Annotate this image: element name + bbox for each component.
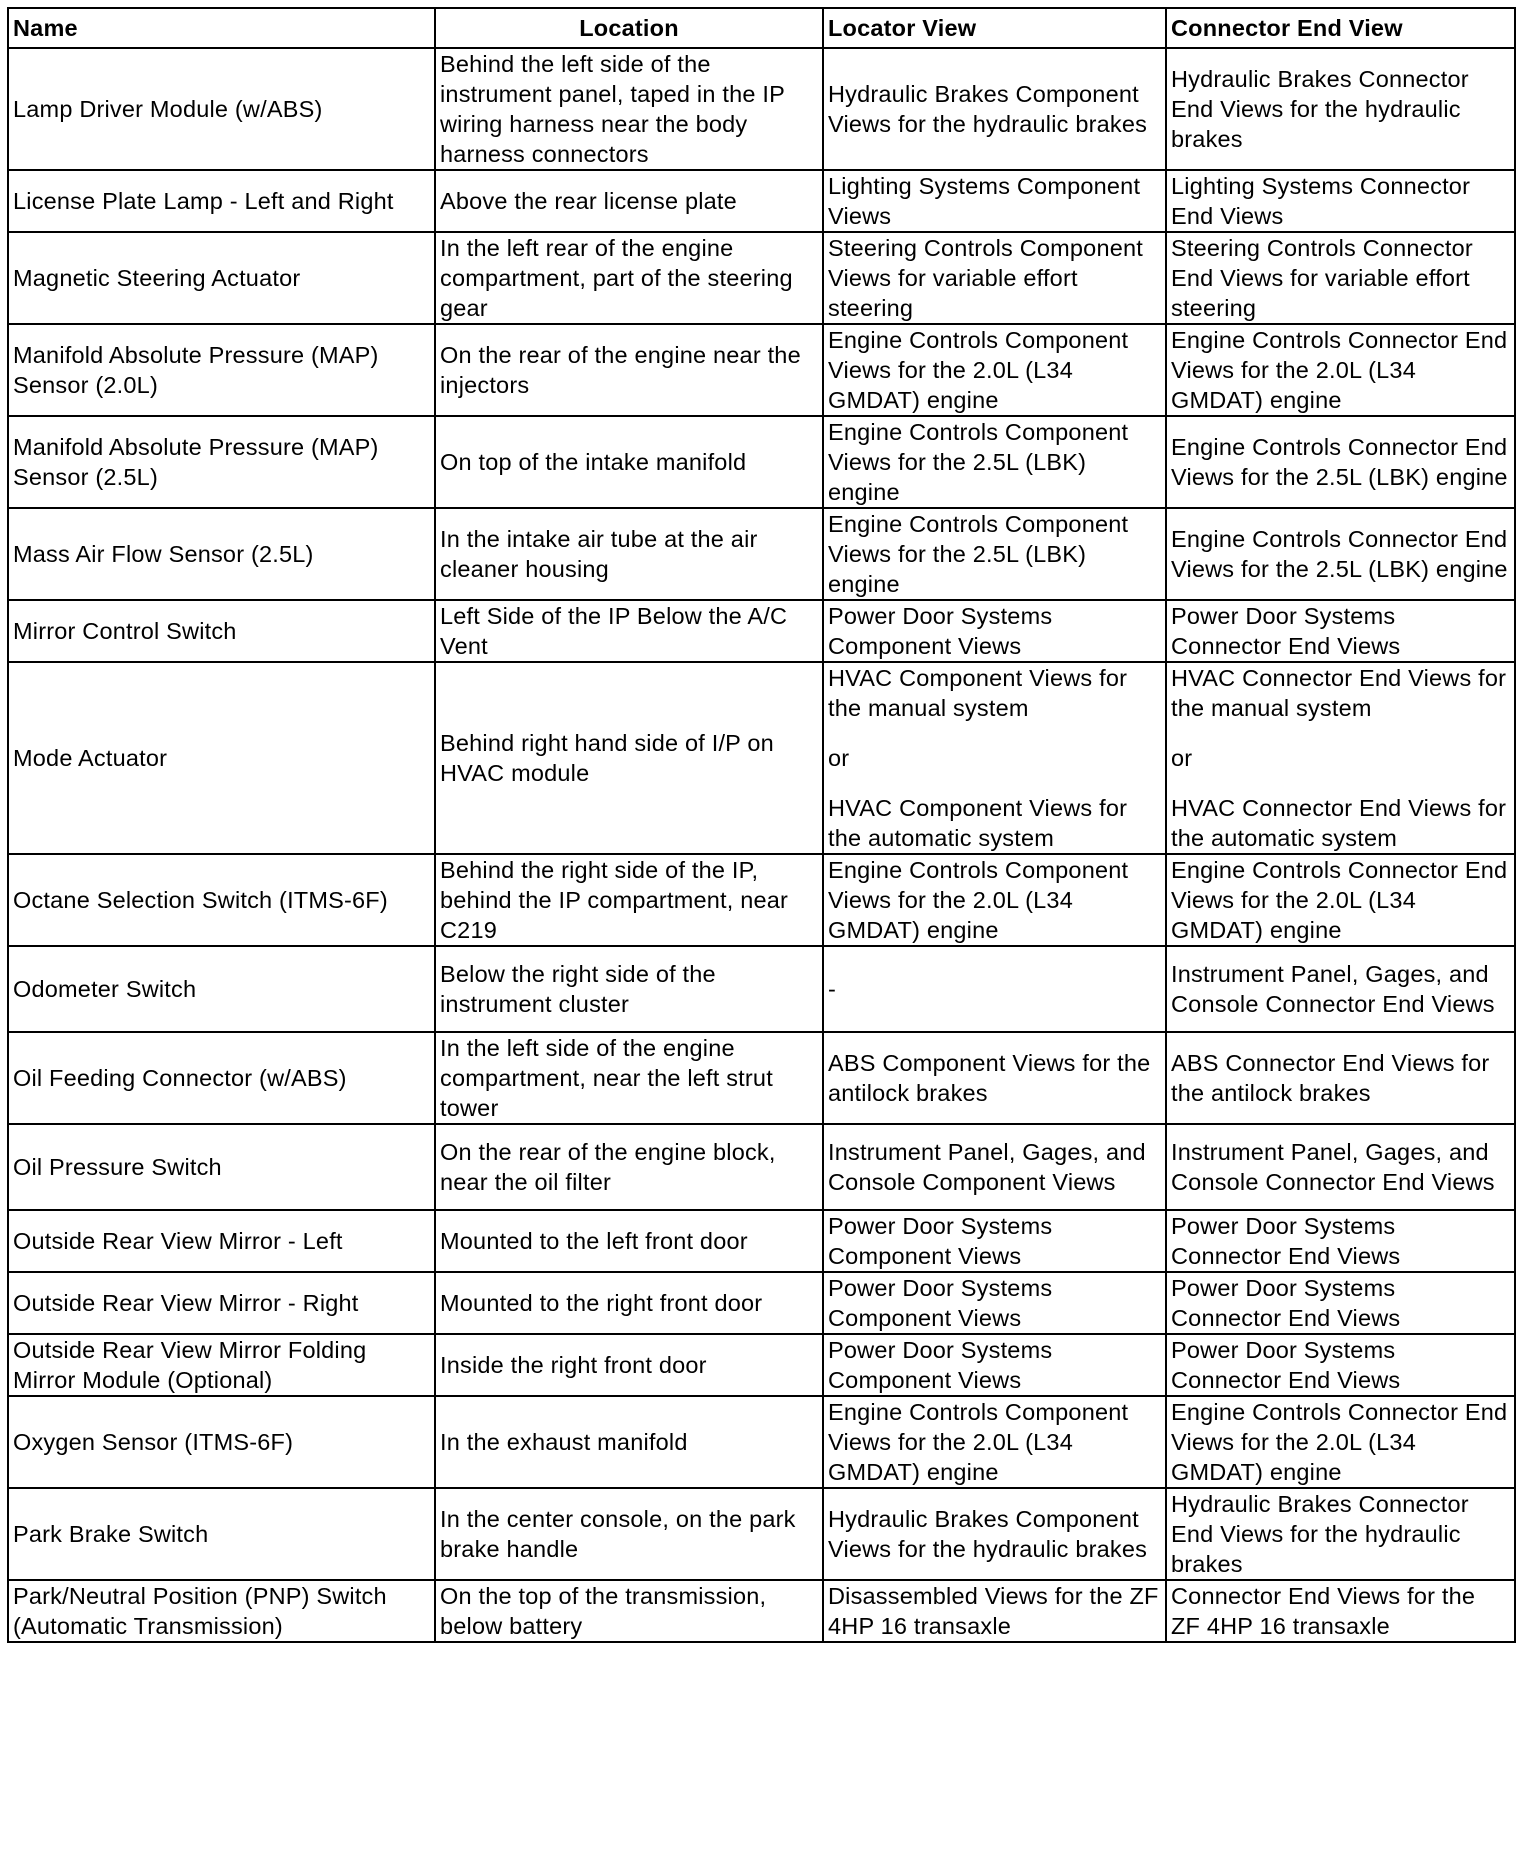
cell-name: License Plate Lamp - Left and Right xyxy=(8,170,435,232)
cell-name: Outside Rear View Mirror - Left xyxy=(8,1210,435,1272)
cell-location: Left Side of the IP Below the A/C Vent xyxy=(435,600,823,662)
cell-locator-view: Lighting Systems Component Views xyxy=(823,170,1166,232)
header-name: Name xyxy=(8,8,435,48)
cell-location: On top of the intake manifold xyxy=(435,416,823,508)
cell-location: Inside the right front door xyxy=(435,1334,823,1396)
header-locator-view: Locator View xyxy=(823,8,1166,48)
table-row xyxy=(8,662,1515,854)
header-connector-end-view: Connector End View xyxy=(1166,8,1515,48)
cell-name: Odometer Switch xyxy=(8,946,435,1032)
cell-connector-end-view: Hydraulic Brakes Connector End Views for the hydraulic brakes xyxy=(1166,48,1515,170)
cell-connector-end-view: Connector End Views for the ZF 4HP 16 transaxle xyxy=(1166,1580,1515,1642)
cell-locator-view: Power Door Systems Component Views xyxy=(823,1272,1166,1334)
cell-connector-end-view: Power Door Systems Connector End Views xyxy=(1166,1210,1515,1272)
cell-name: Manifold Absolute Pressure (MAP) Sensor (2.0L) xyxy=(8,324,435,416)
cell-connector-end-view: ABS Connector End Views for the antilock brakes xyxy=(1166,1032,1515,1124)
cell-locator-view: Power Door Systems Component Views xyxy=(823,1210,1166,1272)
cell-name: Oxygen Sensor (ITMS-6F) xyxy=(8,1396,435,1488)
cell-location: Behind the right side of the IP, behind the IP compartment, near C219 xyxy=(435,854,823,946)
cell-location: In the left rear of the engine compartment, part of the steering gear xyxy=(435,232,823,324)
cell-name: Outside Rear View Mirror Folding Mirror Module (Optional) xyxy=(8,1334,435,1396)
cell-location: Above the rear license plate xyxy=(435,170,823,232)
table-row xyxy=(8,170,1515,232)
cell-connector-end-view: Lighting Systems Connector End Views xyxy=(1166,170,1515,232)
cell-name: Manifold Absolute Pressure (MAP) Sensor (2.5L) xyxy=(8,416,435,508)
cell-connector-end-view: Instrument Panel, Gages, and Console Connector End Views xyxy=(1166,946,1515,1032)
component-locator-table xyxy=(7,7,1516,1643)
cell-location: In the center console, on the park brake handle xyxy=(435,1488,823,1580)
cell-location: On the rear of the engine near the injectors xyxy=(435,324,823,416)
cell-name: Park Brake Switch xyxy=(8,1488,435,1580)
table-row xyxy=(8,324,1515,416)
cell-location: Mounted to the right front door xyxy=(435,1272,823,1334)
cell-locator-view: Hydraulic Brakes Component Views for the hydraulic brakes xyxy=(823,1488,1166,1580)
cell-locator-view: Engine Controls Component Views for the 2.5L (LBK) engine xyxy=(823,416,1166,508)
cell-name: Outside Rear View Mirror - Right xyxy=(8,1272,435,1334)
cell-locator-view: Disassembled Views for the ZF 4HP 16 transaxle xyxy=(823,1580,1166,1642)
table-row xyxy=(8,1032,1515,1124)
cell-connector-end-view xyxy=(1166,662,1515,854)
cell-location: Behind right hand side of I/P on HVAC module xyxy=(435,662,823,854)
table-row xyxy=(8,1124,1515,1210)
cell-connector-end-view: Engine Controls Connector End Views for the 2.5L (LBK) engine xyxy=(1166,416,1515,508)
cell-name: Mode Actuator xyxy=(8,662,435,854)
locator-option-manual: HVAC Component Views for the manual system xyxy=(828,665,1128,721)
connector-option-automatic: HVAC Connector End Views for the automatic system xyxy=(1171,795,1507,851)
table-row xyxy=(8,1396,1515,1488)
connector-option-manual: HVAC Connector End Views for the manual system xyxy=(1171,665,1507,721)
connector-or-text: or xyxy=(1171,745,1193,771)
cell-connector-end-view: Steering Controls Connector End Views for variable effort steering xyxy=(1166,232,1515,324)
cell-name: Oil Pressure Switch xyxy=(8,1124,435,1210)
table-row xyxy=(8,48,1515,170)
cell-connector-end-view: Engine Controls Connector End Views for the 2.5L (LBK) engine xyxy=(1166,508,1515,600)
cell-connector-end-view: Power Door Systems Connector End Views xyxy=(1166,1334,1515,1396)
header-location: Location xyxy=(435,8,823,48)
cell-locator-view: Hydraulic Brakes Component Views for the hydraulic brakes xyxy=(823,48,1166,170)
cell-locator-view: Engine Controls Component Views for the 2.0L (L34 GMDAT) engine xyxy=(823,1396,1166,1488)
cell-location: In the left side of the engine compartment, near the left strut tower xyxy=(435,1032,823,1124)
cell-name: Magnetic Steering Actuator xyxy=(8,232,435,324)
cell-name: Mirror Control Switch xyxy=(8,600,435,662)
cell-name: Lamp Driver Module (w/ABS) xyxy=(8,48,435,170)
component-locator-table-container xyxy=(7,7,1516,1643)
cell-locator-view: Power Door Systems Component Views xyxy=(823,600,1166,662)
cell-location: On the rear of the engine block, near the oil filter xyxy=(435,1124,823,1210)
cell-locator-view: Engine Controls Component Views for the 2.5L (LBK) engine xyxy=(823,508,1166,600)
table-row xyxy=(8,508,1515,600)
cell-locator-view: Engine Controls Component Views for the 2.0L (L34 GMDAT) engine xyxy=(823,324,1166,416)
cell-location: Behind the left side of the instrument panel, taped in the IP wiring harness near the body harness connectors xyxy=(435,48,823,170)
cell-location: Below the right side of the instrument cluster xyxy=(435,946,823,1032)
table-row xyxy=(8,232,1515,324)
cell-connector-end-view: Power Door Systems Connector End Views xyxy=(1166,600,1515,662)
cell-name: Mass Air Flow Sensor (2.5L) xyxy=(8,508,435,600)
cell-connector-end-view: Engine Controls Connector End Views for the 2.0L (L34 GMDAT) engine xyxy=(1166,1396,1515,1488)
cell-locator-view xyxy=(823,662,1166,854)
cell-name: Park/Neutral Position (PNP) Switch (Automatic Transmission) xyxy=(8,1580,435,1642)
table-row xyxy=(8,854,1515,946)
locator-or-text: or xyxy=(828,745,850,771)
cell-connector-end-view: Instrument Panel, Gages, and Console Connector End Views xyxy=(1166,1124,1515,1210)
table-row xyxy=(8,1580,1515,1642)
cell-locator-view: - xyxy=(823,946,1166,1032)
cell-connector-end-view: Hydraulic Brakes Connector End Views for the hydraulic brakes xyxy=(1166,1488,1515,1580)
cell-location: In the intake air tube at the air cleaner housing xyxy=(435,508,823,600)
cell-connector-end-view: Engine Controls Connector End Views for the 2.0L (L34 GMDAT) engine xyxy=(1166,854,1515,946)
table-row xyxy=(8,1488,1515,1580)
cell-locator-view: Steering Controls Component Views for variable effort steering xyxy=(823,232,1166,324)
table-row xyxy=(8,416,1515,508)
table-row xyxy=(8,1334,1515,1396)
table-row xyxy=(8,1272,1515,1334)
cell-connector-end-view: Engine Controls Connector End Views for the 2.0L (L34 GMDAT) engine xyxy=(1166,324,1515,416)
table-row xyxy=(8,946,1515,1032)
cell-name: Octane Selection Switch (ITMS-6F) xyxy=(8,854,435,946)
cell-location: Mounted to the left front door xyxy=(435,1210,823,1272)
cell-locator-view: Power Door Systems Component Views xyxy=(823,1334,1166,1396)
locator-option-automatic: HVAC Component Views for the automatic system xyxy=(828,795,1128,851)
cell-locator-view: Engine Controls Component Views for the 2.0L (L34 GMDAT) engine xyxy=(823,854,1166,946)
table-row xyxy=(8,1210,1515,1272)
cell-name: Oil Feeding Connector (w/ABS) xyxy=(8,1032,435,1124)
table-row xyxy=(8,600,1515,662)
cell-connector-end-view: Power Door Systems Connector End Views xyxy=(1166,1272,1515,1334)
table-header-row xyxy=(8,8,1515,48)
cell-locator-view: ABS Component Views for the antilock brakes xyxy=(823,1032,1166,1124)
cell-location: On the top of the transmission, below battery xyxy=(435,1580,823,1642)
cell-locator-view: Instrument Panel, Gages, and Console Component Views xyxy=(823,1124,1166,1210)
cell-location: In the exhaust manifold xyxy=(435,1396,823,1488)
